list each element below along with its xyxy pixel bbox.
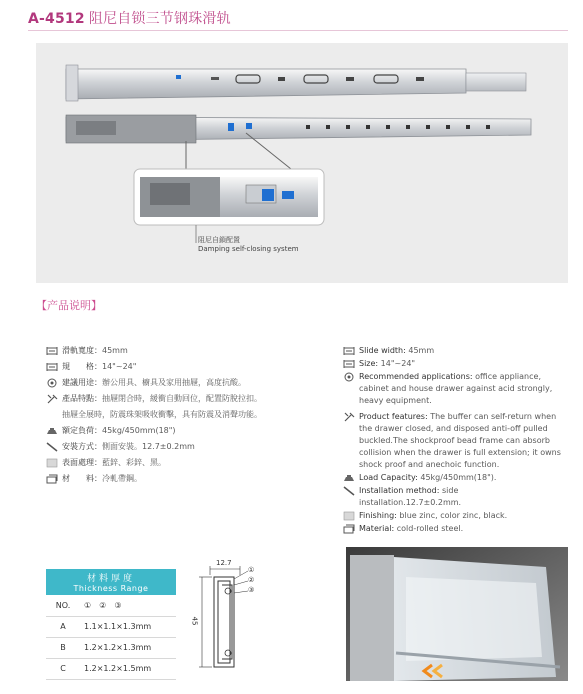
spec-row: Product features: The buffer can self-return when the drawer closed, and disposed anti-off pulled buckled.The shockproof bead frame can absorb collision when the drawer is full extension; it owns shock proof and anechoic function. [343, 411, 561, 471]
width-icon [46, 346, 58, 356]
cabinet-photo [346, 547, 568, 681]
spec-row: 安裝方式： 側面安裝。12.7±0.2mm [46, 441, 291, 453]
features-icon [46, 394, 58, 404]
load-icon [46, 426, 58, 436]
model-code: A-4512 [28, 11, 85, 27]
slide-rail-illustration [36, 43, 568, 283]
spec-row: 額定負荷： 45kg/450mm(18") [46, 425, 291, 437]
spec-row: Material: cold-rolled steel. [343, 523, 561, 535]
material-icon [343, 524, 355, 534]
damping-callout [134, 169, 324, 243]
spec-row: 規 格： 14"~24" [46, 361, 291, 373]
table-row: C 1.2×1.2×1.5mm [46, 658, 176, 679]
thickness-table [46, 569, 176, 680]
spec-row: Recommended applications: office appliance, cabinet and house drawer against acid strongly, heavy equipment. [343, 371, 561, 407]
width-dimension: 12.7 [216, 559, 232, 567]
size-icon [343, 359, 355, 369]
spec-row: 建議用途： 辦公用具、櫥具及家用抽屜，高度抗酸。 [46, 377, 291, 389]
marker-3: ③ [248, 586, 255, 594]
load-icon [343, 473, 355, 483]
spec-row: 材 料： 冷軋帶鋼。 [46, 473, 291, 485]
features-icon [343, 412, 355, 422]
finish-icon [46, 458, 58, 468]
spec-row: Slide width: 45mm [343, 345, 561, 357]
spec-row: 表面處理： 藍鋅、彩鋅、黑。 [46, 457, 291, 469]
spec-row: Installation method: side installation.12.7±0.2mm. [343, 485, 561, 509]
product-photo [36, 43, 568, 283]
application-icon [343, 372, 355, 382]
cross-section-drawing [192, 561, 272, 681]
specs-chinese [46, 345, 291, 489]
thickness-title-en: Thickness Range [73, 584, 149, 593]
spec-row: 滑軌寬度： 45mm [46, 345, 291, 357]
install-icon [46, 442, 58, 452]
table-row: A 1.1×1.1×1.3mm [46, 616, 176, 637]
callout-caption [198, 236, 299, 254]
thickness-title-cn: 材料厚度 [86, 574, 135, 584]
finish-icon [343, 511, 355, 521]
product-name: 阻尼自锁三节钢珠滑轨 [88, 11, 231, 27]
material-icon [46, 474, 58, 484]
spec-row: Finishing: blue zinc, color zinc, black. [343, 510, 561, 522]
callout-caption-en: Damping self-closing system [198, 245, 299, 253]
spec-row: Load Capacity: 45kg/450mm(18"). [343, 472, 561, 484]
application-icon [46, 378, 58, 388]
rail-closed [66, 65, 526, 101]
height-dimension: 45 [190, 616, 199, 626]
callout-caption-cn: 阻尼自鎖配置 [198, 236, 240, 244]
spec-row: Size: 14"~24" [343, 358, 561, 370]
title-divider [28, 30, 568, 31]
table-row: B 1.2×1.2×1.3mm [46, 637, 176, 658]
thickness-table-body [46, 595, 176, 680]
marker-2: ② [248, 576, 255, 584]
page-title [28, 8, 231, 28]
specs-english [343, 345, 561, 539]
cabinet-drawer-illustration [346, 547, 568, 681]
size-icon [46, 362, 58, 372]
section-title: 【产品说明】 [36, 299, 102, 312]
rail-profile-svg [192, 561, 272, 681]
rail-extended [66, 115, 531, 173]
width-icon [343, 346, 355, 356]
spec-row: 產品特點： 抽屜閉合時，緩衝自動回位，配置防脫拉扣。 [46, 393, 291, 405]
thickness-table-header [46, 569, 176, 595]
marker-1: ① [248, 566, 255, 574]
table-row: NO. ① ② ③ [46, 595, 176, 616]
spec-row: 抽屜全展時，防震珠架吸收衝擊，具有防震及消聲功能。 [62, 410, 262, 419]
install-icon [343, 486, 355, 496]
